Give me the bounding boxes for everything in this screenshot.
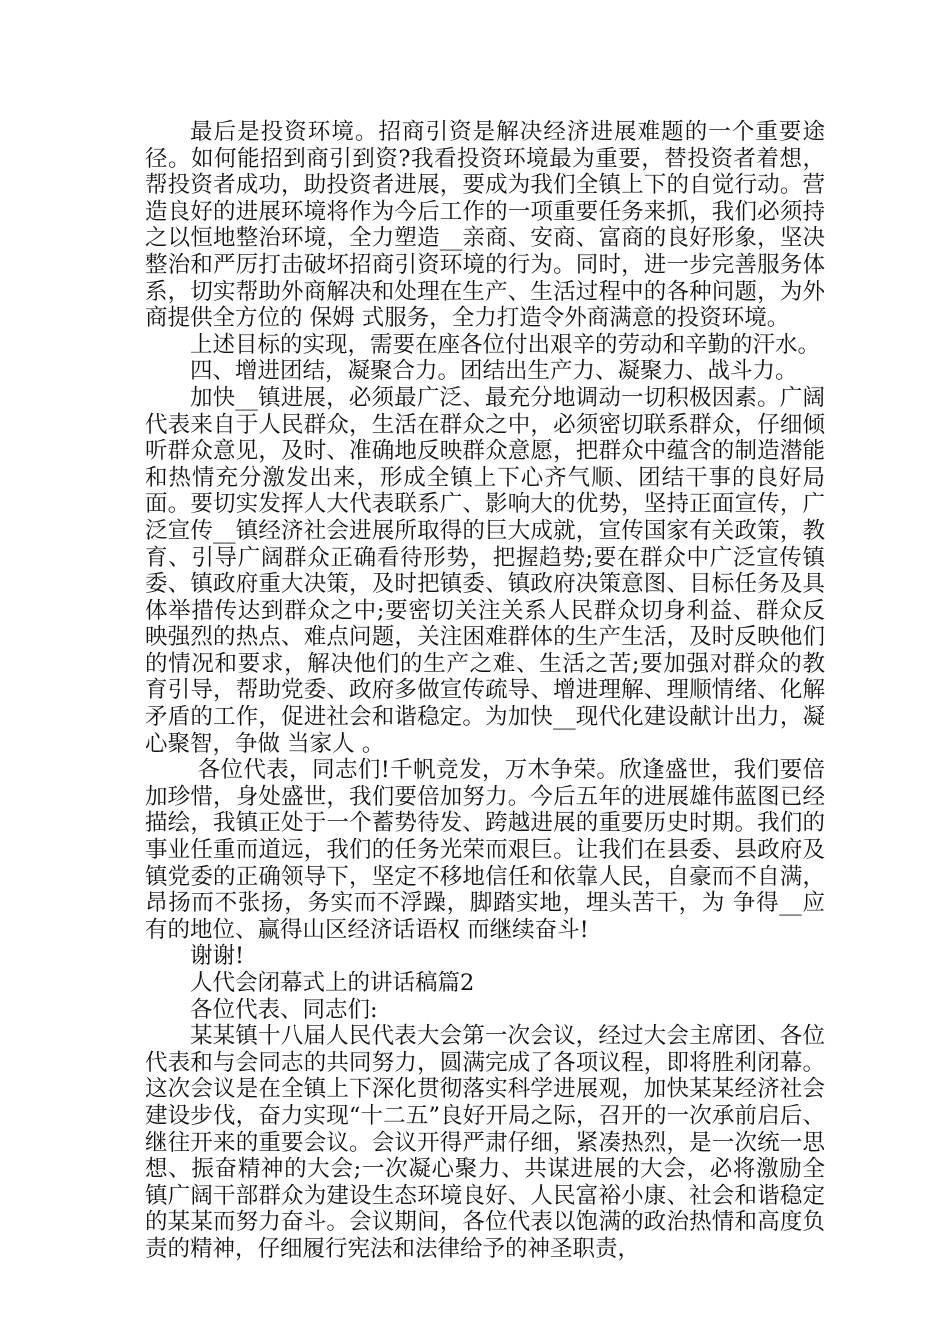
paragraph-investment-environment: 最后是投资环境。招商引资是解决经济进展难题的一个重要途径。如何能招到商引到资?我看投资环境最为重要，替投资者着想，帮投资者成功，助投资者进展，要成为我们全镇上下的自觉行动。营造良好的进展环境将作为今后工作的一项重要任务来抓，我们必须持之以恒地整治环境，全力塑造__亲商、安商、富商的良好形象，坚决整治和严厉打击破坏招商引资环境的行为。同时，进一步完善服务体系，切实帮助外商解决和处理在生产、生活过程中的各种问题，为外商提供全方位的 保姆 式服务，全力打造令外商满意的投资环境。 (145, 119, 825, 332)
paragraph-thanks: 谢谢! (190, 943, 245, 970)
document-body (145, 119, 825, 1263)
paragraph-unity-heading: 四、增进团结，凝聚合力。团结出生产力、凝聚力、战斗力。 (190, 358, 798, 385)
paragraph-mobilize-factors: 加快__镇进展，必须最广泛、最充分地调动一切积极因素。广阔代表来自于人民群众，生活在群众之中，必须密切联系群众，仔细倾听群众意见，及时、准确地反映群众意愿，把群众中蕴含的制造潜能和热情充分激发出来，形成全镇上下心齐气顺、团结干事的良好局面。要切实发挥人大代表联系广、影响大的优势，坚持正面宣传，广泛宣传__镇经济社会进展所取得的巨大成就，宣传国家有关政策，教育、引导广阔群众正确看待形势，把握趋势;要在群众中广泛宣传镇委、镇政府重大决策，及时把镇委、镇政府决策意图、目标任务及具体举措传达到群众之中;要密切关注关系人民群众切身利益、群众反映强烈的热点、难点问题，关注困难群体的生产生活，及时反映他们的情况和要求，解决他们的生产之难、生活之苦;要加强对群众的教育引导，帮助党委、政府多做宣传疏导、增进理解、理顺情绪、化解矛盾的工作，促进社会和谐稳定。为加快__现代化建设献计出力，凝心聚智，争做 当家人 。 (145, 384, 825, 757)
paragraph-address-delegates: 各位代表，同志们!千帆竞发，万木争荣。欣逢盛世，我们要倍加珍惜，身处盛世，我们要倍加努力。今后五年的进展雄伟蓝图已经描绘，我镇正处于一个蓄势待发、跨越进展的重要历史时期。我们的事业任重而道远，我们的任务光荣而艰巨。让我们在县委、县政府及镇党委的正确领导下，坚定不移地信任和依靠人民，自豪而不自满，昂扬而不张扬，务实而不浮躁，脚踏实地，埋头苦干，为 争得__应有的地位、赢得山区经济话语权 而继续奋斗! (145, 757, 825, 943)
paragraph-salutation: 各位代表、同志们: (190, 996, 378, 1023)
paragraph-congress-summary: 某某镇十八届人民代表大会第一次会议，经过大会主席团、各位代表和与会同志的共同努力，圆满完成了各项议程，即将胜利闭幕。这次会议是在全镇上下深化贯彻落实科学进展观，加快某某经济社会建设步伐，奋力实现“十二五”良好开局之际，召开的一次承前启后、继往开来的重要会议。会议开得严肃仔细，紧凑热烈，是一次统一思想、振奋精神的大会;一次凝心聚力、共谋进展的大会，必将激励全镇广阔干部群众为建设生态环境良好、人民富裕小康、社会和谐稳定的某某而努力奋斗。会议期间，各位代表以饱满的政治热情和高度负责的精神，仔细履行宪法和法律给予的神圣职责， (145, 1023, 825, 1262)
paragraph-goal-realization: 上述目标的实现，需要在座各位付出艰辛的劳动和辛勤的汗水。 (190, 331, 821, 358)
section-title-speech-2: 人代会闭幕式上的讲话稿篇2 (190, 970, 475, 996)
